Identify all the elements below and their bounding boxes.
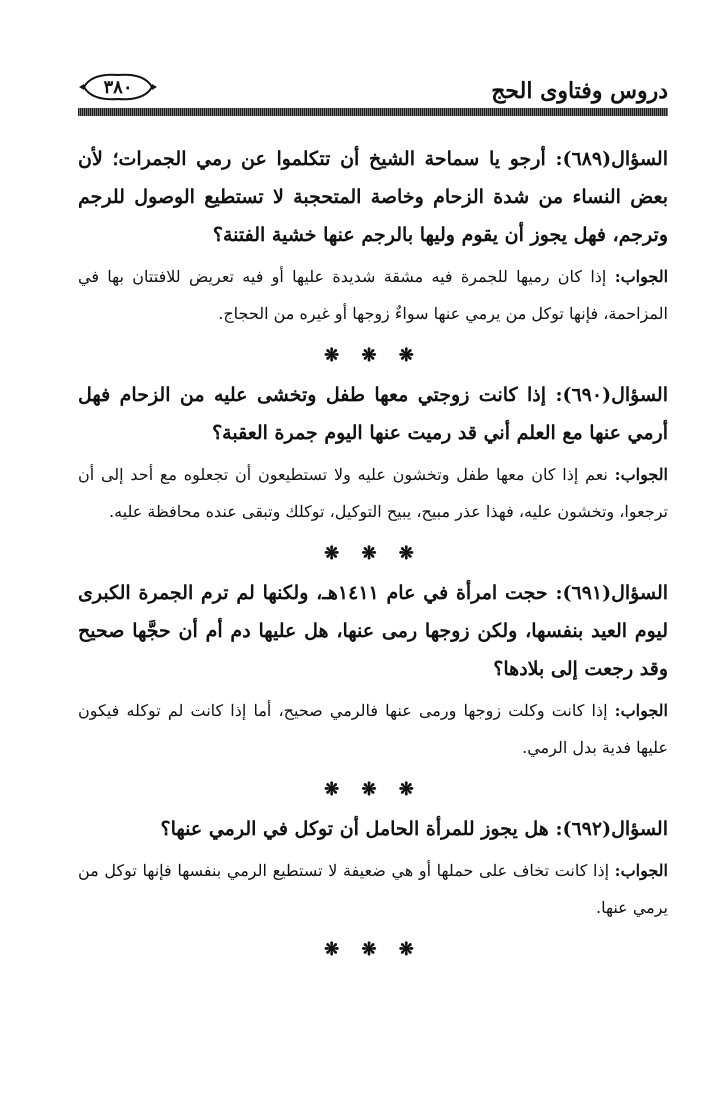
question-text: حجت امرأة في عام ١٤١١هـ، ولكنها لم ترم الجمرة الكبرى ليوم العيد بنفسها، ولكن زوجها رمى عنها، هل عليها دم أم أن حجَّها صحيح وقد رجعت إلى بلادها؟ [78, 582, 668, 680]
section-separator: ❋ ❋ ❋ [324, 779, 422, 800]
page-number-badge [78, 72, 158, 102]
question-692 [78, 810, 668, 848]
question-690 [78, 376, 668, 452]
page-number: ٣٨٠ [103, 76, 133, 98]
question-label: السؤال(٦٨٩): [555, 148, 668, 170]
answer-label: الجواب: [614, 267, 669, 286]
question-label: السؤال(٦٩٠): [555, 384, 668, 406]
question-label: السؤال(٦٩١): [555, 582, 669, 604]
section-separator: ❋ ❋ ❋ [324, 345, 422, 366]
answer-690 [78, 456, 668, 530]
section-separator: ❋ ❋ ❋ [324, 939, 422, 960]
answer-text: إذا كانت تخاف على حملها أو هي ضعيفة لا تستطيع الرمي بنفسها فإنها توكل من يرمي عنها. [78, 861, 668, 917]
page-header [78, 72, 668, 112]
question-691 [78, 574, 668, 688]
header-rule [78, 108, 668, 116]
answer-label: الجواب: [614, 465, 668, 484]
question-689 [78, 140, 668, 254]
section-separator: ❋ ❋ ❋ [324, 543, 422, 564]
answer-text: إذا كان رميها للجمرة فيه مشقة شديدة عليها أو فيه تعريض للافتتان بها في المزاحمة، فإنها توكل من يرمي عنها سواءٌ زوجها أو غيره من الحجاج. [78, 267, 668, 323]
page-body [78, 140, 668, 970]
answer-692 [78, 852, 668, 926]
answer-text: إذا كانت وكلت زوجها ورمى عنها فالرمي صحيح، أما إذا كانت لم توكله فيكون عليها فدية بدل الرمي. [78, 701, 668, 757]
answer-689 [78, 258, 668, 332]
question-text: أرجو يا سماحة الشيخ أن تتكلموا عن رمي الجمرات؛ لأن بعض النساء من شدة الزحام وخاصة المتحجبة لا تستطيع الوصول للرجم وترجم، فهل يجوز أن يقوم وليها بالرجم عنها خشية الفتنة؟ [78, 148, 668, 246]
answer-text: نعم إذا كان معها طفل وتخشون عليه ولا تستطيعون أن تجعلوه مع أحد إلى أن ترجعوا، وتخشون عليه، فهذا عذر مبيح، يبيح التوكيل، توكلك وتبقى عنده محافظة عليه. [78, 465, 668, 521]
question-text: هل يجوز للمرأة الحامل أن توكل في الرمي عنها؟ [160, 818, 549, 840]
answer-691 [78, 692, 668, 766]
answer-label: الجواب: [614, 701, 668, 720]
question-label: السؤال(٦٩٢): [555, 818, 668, 840]
page-title: دروس وفتاوى الحج [491, 78, 668, 104]
question-text: إذا كانت زوجتي معها طفل وتخشى عليه من الزحام فهل أرمي عنها مع العلم أني قد رميت عنها اليوم جمرة العقبة؟ [78, 384, 668, 444]
answer-label: الجواب: [614, 861, 668, 880]
